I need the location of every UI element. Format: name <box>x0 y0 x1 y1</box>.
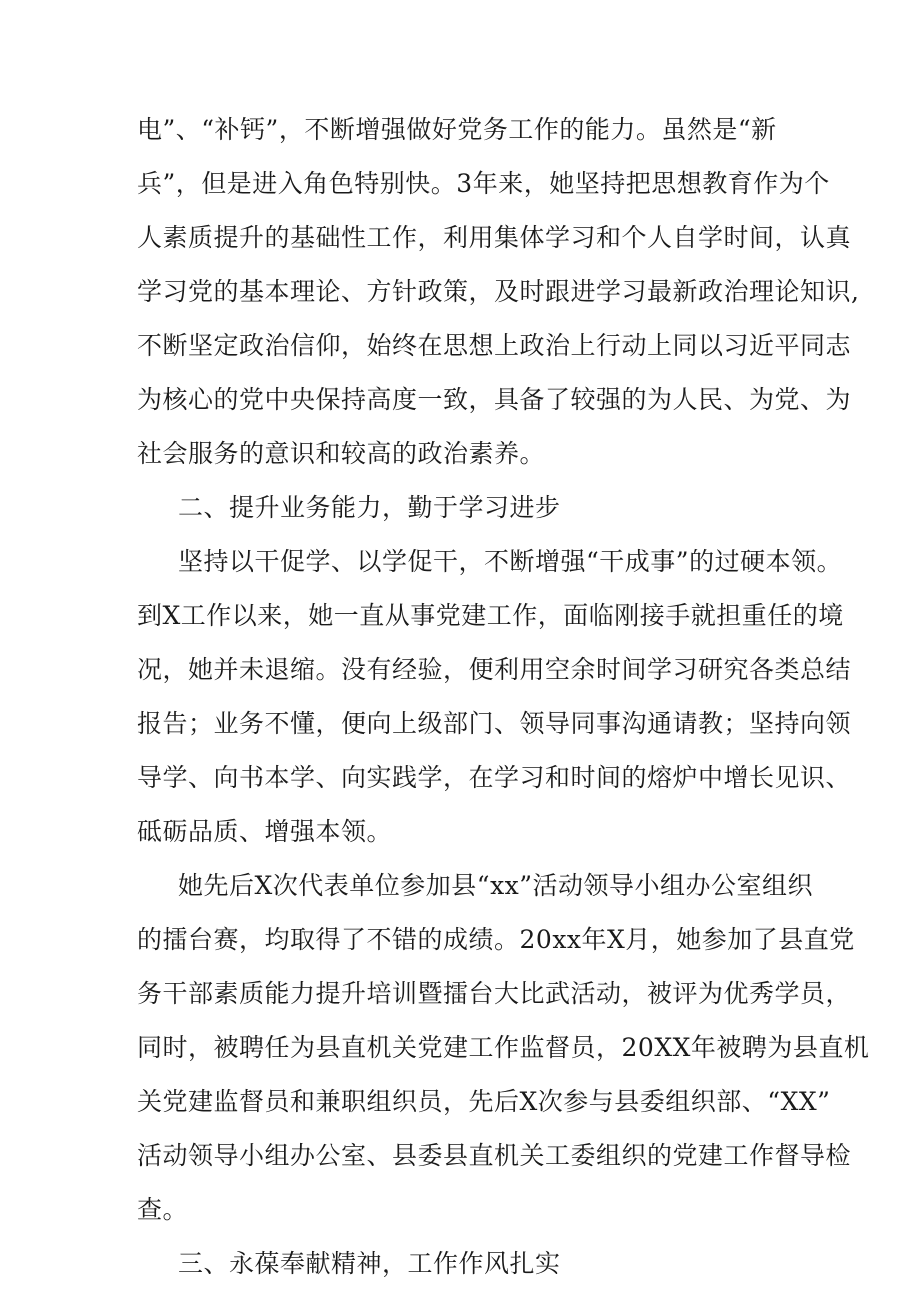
paragraph-line: 的擂台赛，均取得了不错的成绩。20xx年X月，她参加了县直党 <box>137 925 855 954</box>
paragraph-line: 人素质提升的基础性工作，利用集体学习和个人自学时间，认真 <box>137 223 852 252</box>
paragraph-line: 况，她并未退缩。没有经验，便利用空余时间学习研究各类总结 <box>137 655 852 684</box>
paragraph-line: 兵”，但是进入角色特别快。3年来，她坚持把思想教育作为个 <box>137 169 830 198</box>
paragraph-line: 务干部素质能力提升培训暨擂台大比武活动，被评为优秀学员， <box>137 979 852 1008</box>
paragraph-line: 查。 <box>137 1195 189 1224</box>
paragraph-line: 砥砺品质、增强本领。 <box>137 817 393 846</box>
paragraph-line: 同时，被聘任为县直机关党建工作监督员，20XX年被聘为县直机 <box>137 1033 870 1062</box>
paragraph-line: 关党建监督员和兼职组织员，先后X次参与县委组织部、“XX” <box>137 1087 831 1116</box>
paragraph-line: 报告；业务不懂，便向上级部门、领导同事沟通请教；坚持向领 <box>137 709 852 738</box>
paragraph-line: 社会服务的意识和较高的政治素养。 <box>137 439 546 468</box>
paragraph-first-line: 她先后X次代表单位参加县“xx”活动领导小组办公室组织 <box>178 871 814 900</box>
paragraph-line: 不断坚定政治信仰，始终在思想上政治上行动上同以习近平同志 <box>137 331 852 360</box>
section-heading-3: 三、永葆奉献精神，工作作风扎实 <box>178 1249 561 1278</box>
paragraph-line: 为核心的党中央保持高度一致，具备了较强的为人民、为党、为 <box>137 385 852 414</box>
paragraph-line: 学习党的基本理论、方针政策，及时跟进学习最新政治理论知识, <box>137 277 860 306</box>
section-heading-2: 二、提升业务能力，勤于学习进步 <box>178 493 561 522</box>
paragraph-line: 电”、“补钙”，不断增强做好党务工作的能力。虽然是“新 <box>137 115 777 144</box>
paragraph-line: 活动领导小组办公室、县委县直机关工委组织的党建工作督导检 <box>137 1141 852 1170</box>
paragraph-line: 导学、向书本学、向实践学，在学习和时间的熔炉中增长见识、 <box>137 763 852 792</box>
paragraph-first-line: 坚持以干促学、以学促干，不断增强“干成事”的过硬本领。 <box>178 547 843 576</box>
paragraph-line: 到X工作以来，她一直从事党建工作，面临刚接手就担重任的境 <box>137 601 844 630</box>
